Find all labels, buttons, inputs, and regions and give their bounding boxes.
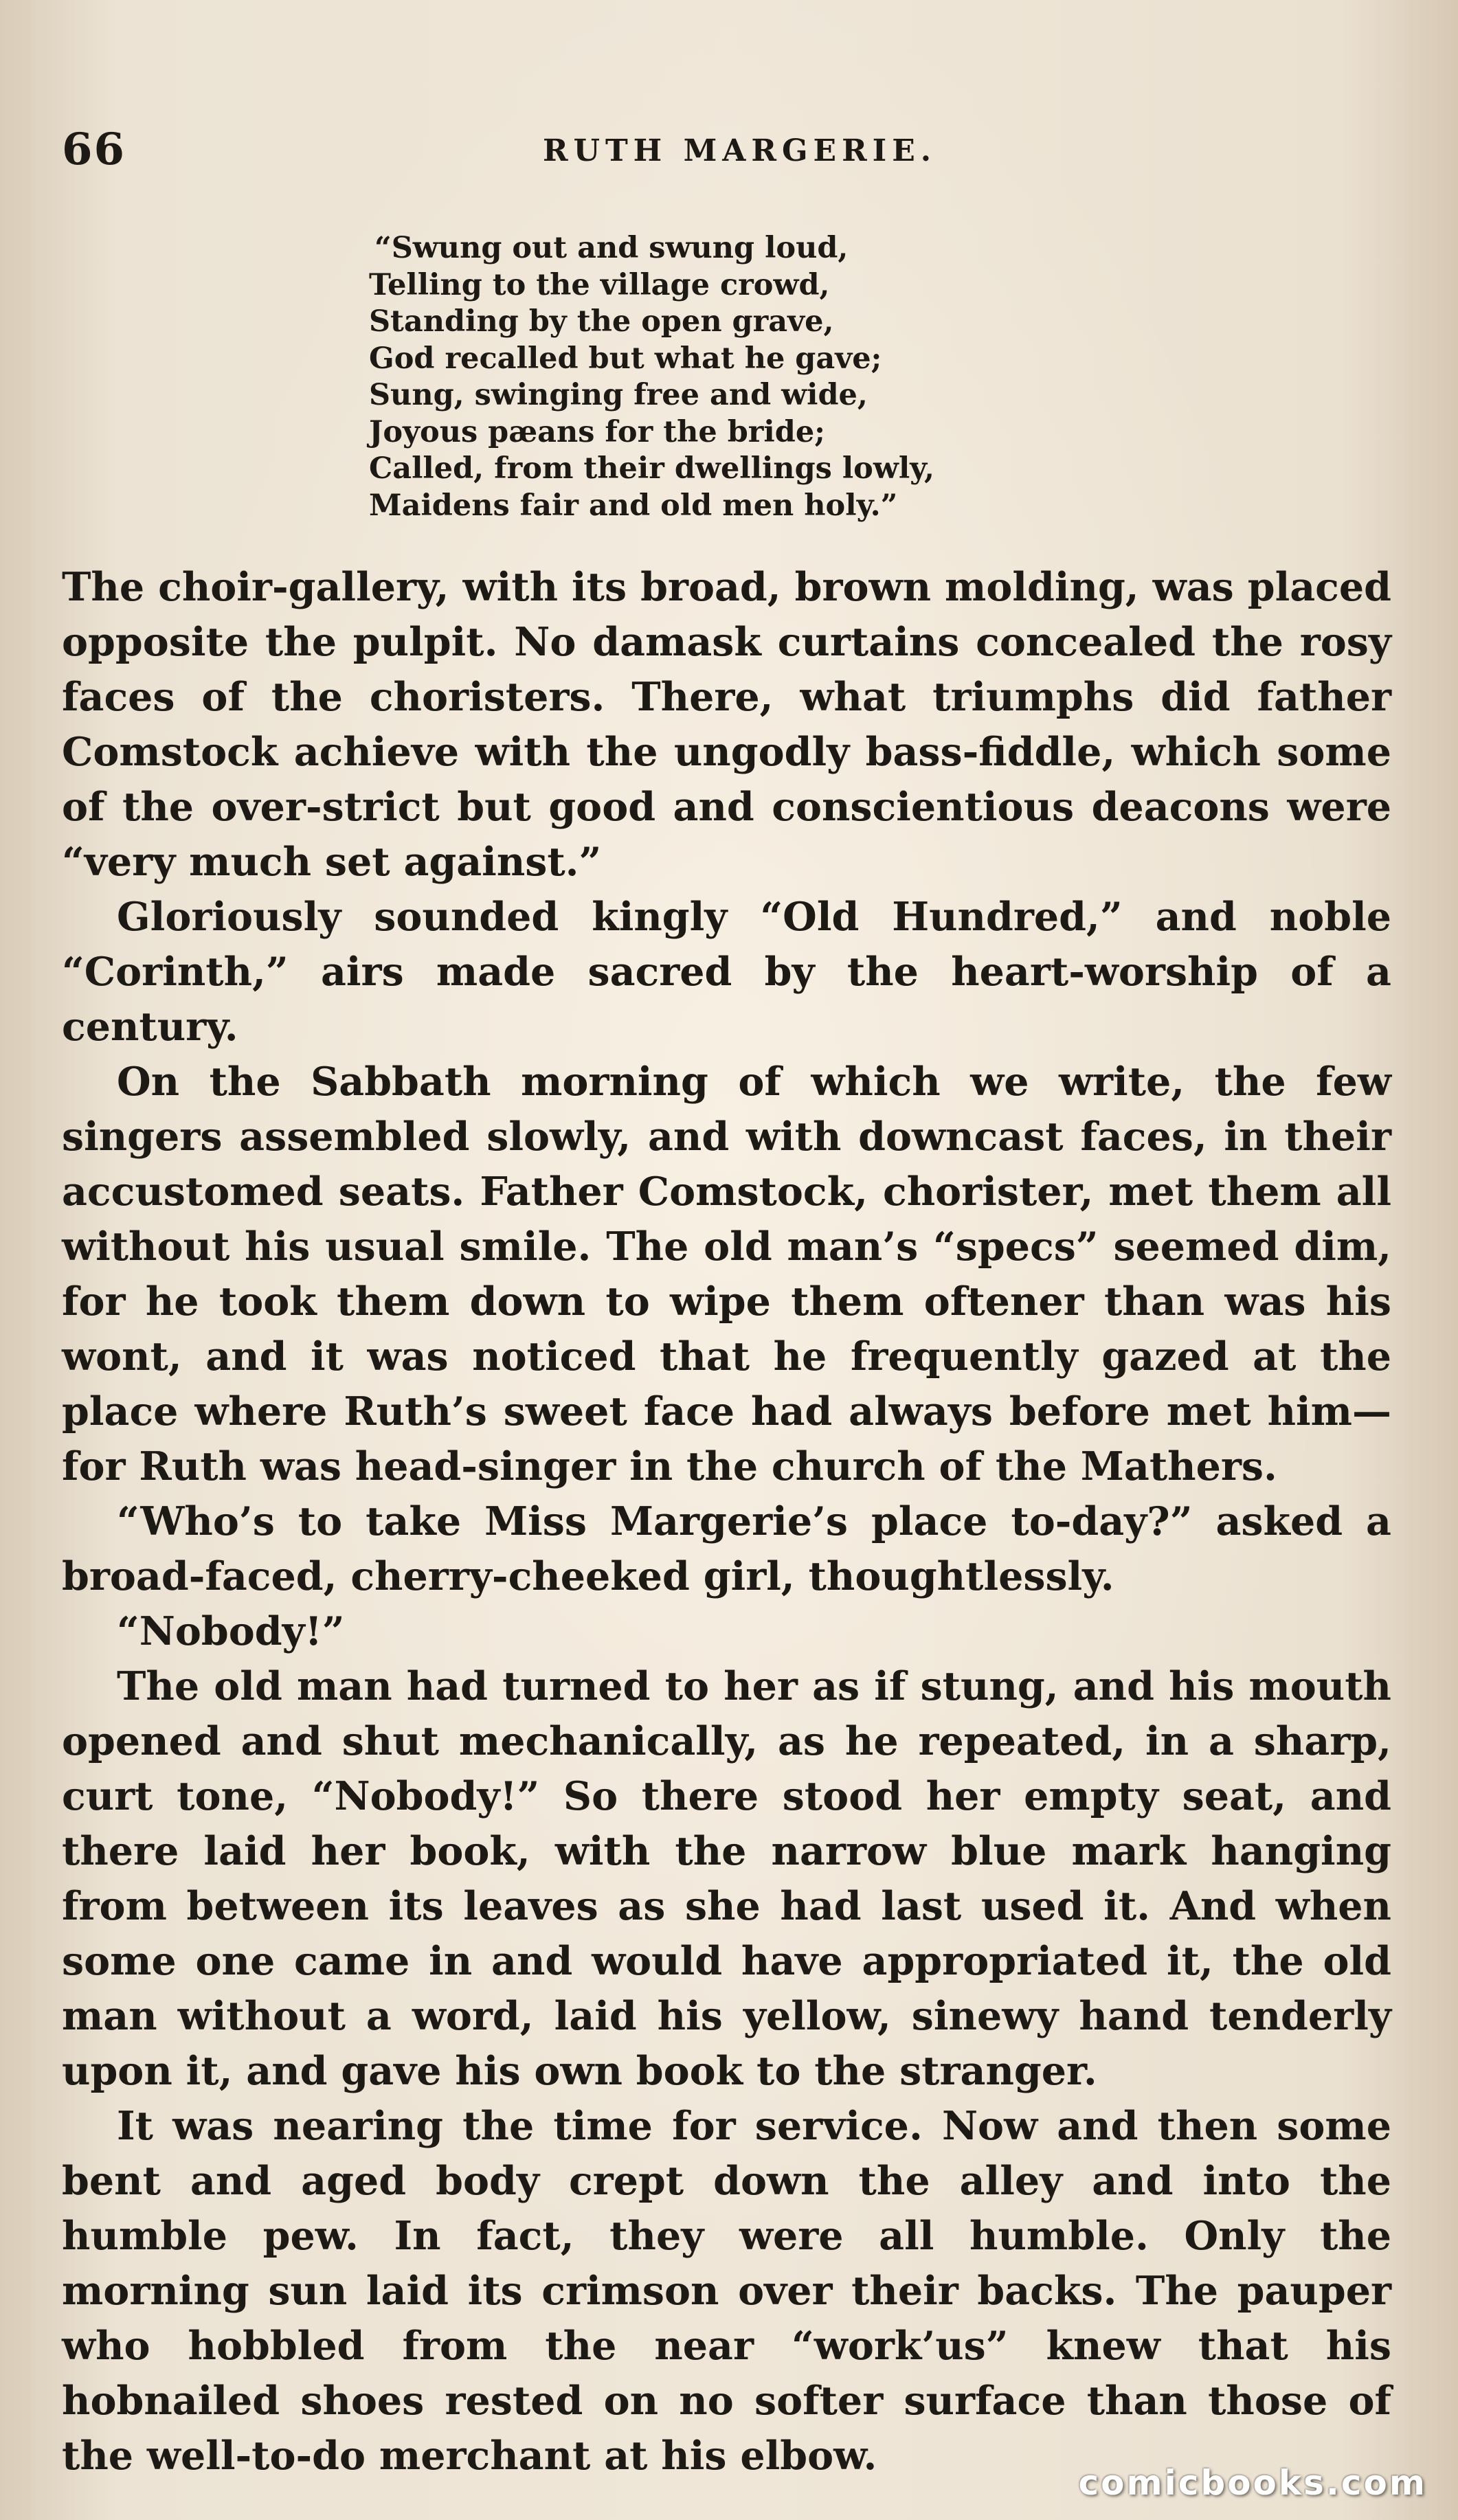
body-text — [62, 560, 1391, 2484]
paragraph: “Who’s to take Miss Margerie’s place to-day?” asked a broad-faced, cherry-cheeked girl, thoughtlessly. — [62, 1498, 1391, 1599]
poem-line: Called, from their dwellings lowly, — [369, 451, 935, 486]
paragraph: On the Sabbath morning of which we write, the few singers assembled slowly, and with downcast faces, in their accustomed seats. Father Comstock, chorister, met them all without his usual smile. The old man’s “specs” seemed dim, for he took them down to wipe them oftener than was his wont, and it was noticed that he frequently gazed at the place where Ruth’s sweet face had always before met him—for Ruth was head-singer in the church of the Mathers. — [62, 1059, 1391, 1489]
watermark: comicbooks.com — [1078, 2463, 1427, 2503]
paragraph: The choir-gallery, with its broad, brown molding, was placed opposite the pulpit. No damask curtains concealed the rosy faces of the choristers. There, what triumphs did father Comstock achieve with the ungodly bass-fiddle, which some of the over-strict but good and conscientious deacons were “very much set against.” — [62, 564, 1391, 885]
paragraph: It was nearing the time for service. Now and then some bent and aged body crept down the alley and into the humble pew. In fact, they were all humble. Only the morning sun laid its crimson over their backs. The pauper who hobbled from the near “work’us” knew that his hobnailed shoes rested on no softer surface than those of the well-to-do merchant at his elbow. — [62, 2103, 1391, 2479]
paragraph: Gloriously sounded kingly “Old Hundred,” and noble “Corinth,” airs made sacred by the heart-worship of a century. — [62, 894, 1391, 1050]
page-header — [62, 124, 1396, 179]
paragraph: The old man had turned to her as if stung, and his mouth opened and shut mechanically, as he repeated, in a sharp, curt tone, “Nobody!” So there stood her empty seat, and there laid her book, with the narrow blue mark hanging from between its leaves as she had last used it. And when some one came in and would have appropriated it, the old man without a word, laid his yellow, sinewy hand tenderly upon it, and gave his own book to the stranger. — [62, 1663, 1391, 2094]
poem-line: Telling to the village crowd, — [369, 267, 830, 302]
poem-line: Sung, swinging free and wide, — [369, 378, 868, 412]
poem-line: God recalled but what he gave; — [369, 341, 882, 376]
running-head: RUTH MARGERIE. — [543, 133, 937, 168]
poem-stanza — [369, 230, 1130, 524]
page-number: 66 — [62, 124, 126, 175]
poem-line: Standing by the open grave, — [369, 304, 834, 339]
paragraph: “Nobody!” — [117, 1608, 345, 1654]
poem-line: “Swung out and swung loud, — [374, 231, 849, 265]
poem-line: Maidens fair and old men holy.” — [369, 488, 898, 523]
poem-line: Joyous pæans for the bride; — [369, 414, 826, 449]
